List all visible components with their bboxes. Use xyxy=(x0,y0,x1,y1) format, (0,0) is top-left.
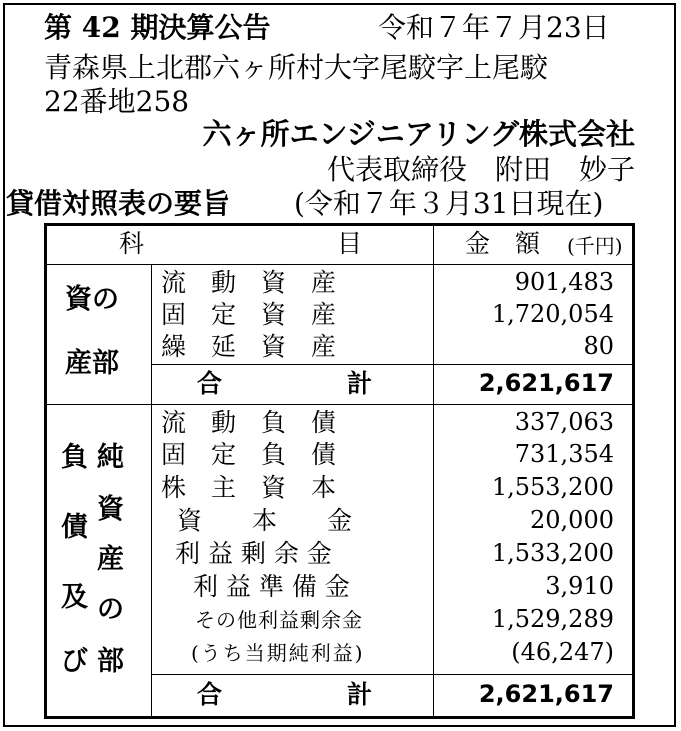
liability-row-label: 資 本 金 xyxy=(177,506,353,535)
equity-group-char: 純 xyxy=(97,442,124,473)
liability-row-value: 1,529,289 xyxy=(491,605,614,633)
group-divider xyxy=(151,264,152,716)
address-line-1: 青森県上北郡六ヶ所村大字尾駮字上尾駮 xyxy=(44,51,549,84)
asset-row-value: 901,483 xyxy=(514,268,614,296)
statement-period: (令和７年３月31日現在) xyxy=(294,187,604,220)
assets-group-label-1: 資の xyxy=(65,284,119,315)
liability-row-label: 利 益 準 備 金 xyxy=(193,572,350,601)
liabilities-total-value: 2,621,617 xyxy=(478,680,614,708)
assets-group-label-2: 産部 xyxy=(65,348,119,379)
liabilities-total-label-2: 計 xyxy=(347,680,373,709)
liabilities-group-char: び xyxy=(61,646,88,677)
liability-row-label: (うち当期純利益) xyxy=(191,641,365,665)
asset-row-value: 1,720,054 xyxy=(491,300,614,328)
liabilities-total-label-1: 合 xyxy=(197,680,223,709)
equity-group-char: の xyxy=(97,594,124,625)
equity-group-char: 資 xyxy=(97,494,124,525)
liability-row-value: (46,247) xyxy=(511,638,614,666)
liabilities-group-char: 債 xyxy=(61,512,88,543)
assets-total-value: 2,621,617 xyxy=(478,369,614,397)
asset-row-label: 繰 延 資 産 xyxy=(161,332,337,361)
equity-group-char: 産 xyxy=(97,544,124,575)
liability-row-value: 3,910 xyxy=(545,572,614,600)
header-account-1: 科 xyxy=(119,229,145,258)
asset-row-label: 固 定 資 産 xyxy=(161,300,337,329)
liability-row-value: 1,553,200 xyxy=(491,473,614,501)
liability-row-value: 337,063 xyxy=(514,408,614,436)
equity-group-char: 部 xyxy=(97,646,124,677)
amount-divider xyxy=(433,226,434,716)
liability-row-label: 株 主 資 本 xyxy=(161,473,337,502)
notice-date: 令和７年７月23日 xyxy=(378,11,610,44)
liability-row-value: 1,533,200 xyxy=(491,539,614,567)
assets-total-rule xyxy=(151,364,632,365)
liabilities-group-char: 負 xyxy=(61,442,88,473)
balance-sheet-table xyxy=(44,223,635,719)
liability-row-label: その他利益剰余金 xyxy=(195,608,363,632)
liability-row-label: 流 動 負 債 xyxy=(161,408,337,437)
header-rule xyxy=(47,264,632,265)
assets-total-label-2: 計 xyxy=(347,369,373,398)
liability-row-label: 利 益 剰 余 金 xyxy=(175,539,332,568)
address-line-2: 22番地258 xyxy=(44,85,190,118)
header-amount: 金 額 xyxy=(465,229,541,258)
statement-heading: 貸借対照表の要旨 xyxy=(6,187,231,220)
liability-row-value: 20,000 xyxy=(530,506,614,534)
asset-row-label: 流 動 資 産 xyxy=(161,268,337,297)
section-rule xyxy=(47,404,632,405)
notice-title: 第 42 期決算公告 xyxy=(44,11,271,44)
liabilities-total-rule xyxy=(151,674,632,675)
liability-row-value: 731,354 xyxy=(514,440,614,468)
header-account-2: 目 xyxy=(337,229,363,258)
asset-row-value: 80 xyxy=(583,332,614,360)
assets-total-label-1: 合 xyxy=(197,369,223,398)
company-name: 六ヶ所エンジニアリング株式会社 xyxy=(202,117,635,151)
liabilities-group-char: 及 xyxy=(61,582,88,613)
header-unit: (千円) xyxy=(567,234,623,258)
representative: 代表取締役 附田 妙子 xyxy=(326,153,635,186)
liability-row-label: 固 定 負 債 xyxy=(161,440,337,469)
